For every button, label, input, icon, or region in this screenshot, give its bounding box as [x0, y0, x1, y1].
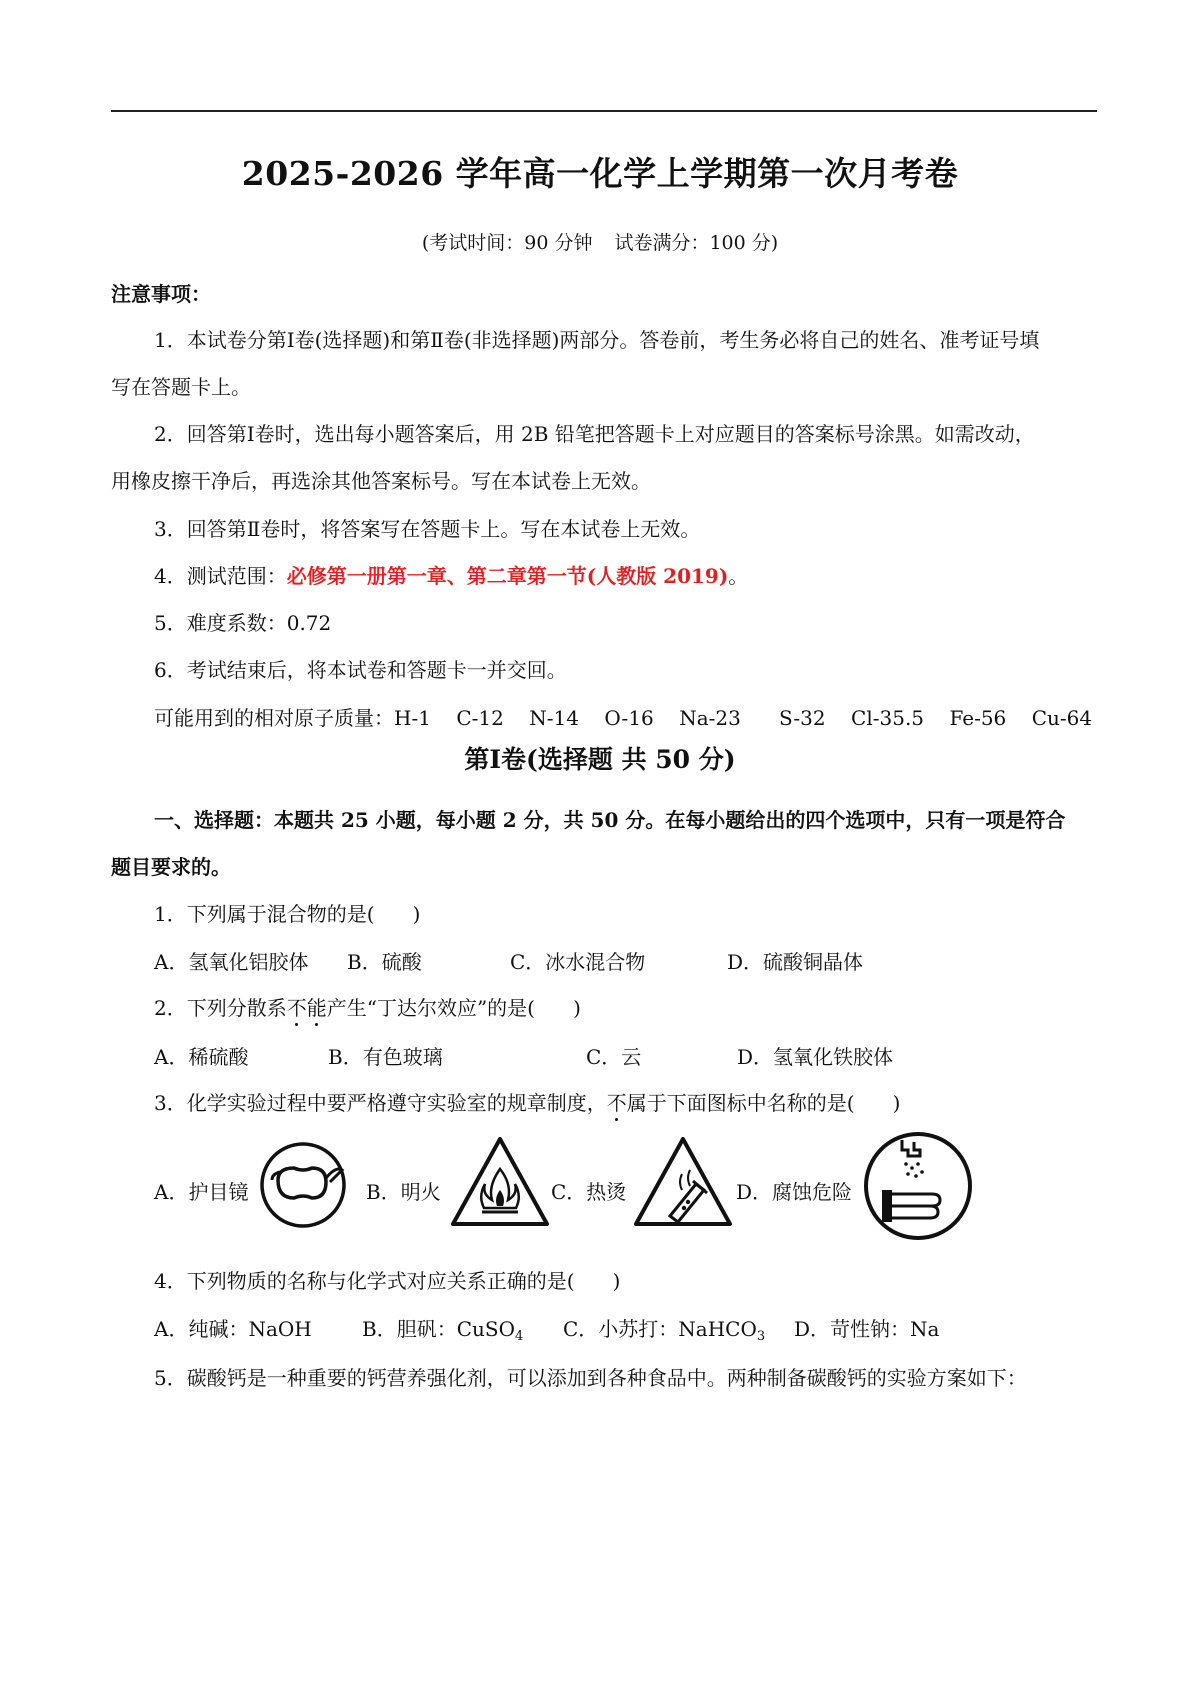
q4-option-d: D．苛性钠：Na — [794, 1317, 940, 1341]
q3-option-b: B．明火 — [366, 1180, 441, 1204]
q3-stem-post: 属于下面图标中名称的是( ) — [626, 1091, 901, 1115]
note-2-line-2: 用橡皮擦干净后，再选涂其他答案标号。写在本试卷上无效。 — [111, 469, 651, 493]
q2-option-c: C．云 — [586, 1045, 642, 1069]
note-2-line-1: 2．回答第Ⅰ卷时，选出每小题答案后，用 2B 铅笔把答题卡上对应题目的答案标号涂黑。如需改动， — [154, 422, 1035, 446]
q1-option-c: C．冰水混合物 — [510, 950, 646, 974]
hot-surface-icon — [630, 1134, 736, 1230]
q2-option-b: B．有色玻璃 — [328, 1045, 443, 1069]
note-6: 6．考试结束后，将本试卷和答题卡一并交回。 — [154, 658, 567, 682]
section-instruction-line-1 — [154, 804, 1065, 833]
exam-subtitle — [0, 228, 1200, 255]
q4-option-b-text: B．胆矾：CuSO — [362, 1317, 515, 1341]
exam-title: 2025-2026 学年高一化学上学期第一次月考卷 — [241, 154, 959, 193]
note-4 — [154, 560, 748, 589]
q4-option-c-subscript: 3 — [756, 1329, 766, 1344]
q3-option-a: A．护目镜 — [154, 1180, 249, 1204]
goggles-icon — [258, 1140, 348, 1230]
question-3-stem — [154, 1087, 900, 1116]
note-4-prefix: 4．测试范围： — [154, 564, 287, 588]
question-2-stem — [154, 992, 581, 1021]
note-3: 3．回答第Ⅱ卷时，将答案写在答题卡上。写在本试卷上无效。 — [154, 517, 701, 541]
q4-option-b-subscript: 4 — [514, 1329, 524, 1344]
note-1-line-2: 写在答题卡上。 — [111, 375, 251, 399]
q1-option-d: D．硫酸铜晶体 — [727, 950, 864, 974]
q3-option-d: D．腐蚀危险 — [736, 1180, 853, 1204]
note-4-suffix: 。 — [728, 564, 749, 588]
question-1-stem: 1．下列属于混合物的是( ) — [154, 902, 421, 926]
full-score: 试卷满分：100 分) — [614, 232, 779, 254]
question-4-stem: 4．下列物质的名称与化学式对应关系正确的是( ) — [154, 1269, 621, 1293]
q2-stem-pre: 2．下列分散系 — [154, 996, 287, 1020]
q3-stem-pre: 3．化学实验过程中要严格遵守实验室的规章制度， — [154, 1091, 607, 1115]
q2-emphasis-not: 不 — [287, 992, 307, 1021]
note-1-line-1: 1．本试卷分第Ⅰ卷(选择题)和第Ⅱ卷(非选择题)两部分。答卷前，考生务必将自己的姓名、准考证号填 — [154, 328, 1040, 352]
question-5-stem: 5．碳酸钙是一种重要的钙营养强化剂，可以添加到各种食品中。两种制备碳酸钙的实验方案如下： — [154, 1366, 1027, 1390]
open-flame-icon — [448, 1134, 552, 1230]
q4-option-b — [362, 1313, 523, 1344]
q2-option-d: D．氢氧化铁胶体 — [737, 1045, 894, 1069]
q1-option-b: B．硫酸 — [347, 950, 422, 974]
q2-stem-post: 产生“丁达尔效应”的是( ) — [326, 996, 581, 1020]
q2-option-a: A．稀硫酸 — [154, 1045, 249, 1069]
wash-hands-icon — [862, 1130, 974, 1242]
q2-emphasis-can: 能 — [307, 992, 327, 1021]
atomic-mass-list: 可能用到的相对原子质量：H-1 C-12 N-14 O-16 Na-23 S-32 Cl-35.5 Fe-56 Cu-64 — [154, 706, 1093, 730]
q4-option-a: A．纯碱：NaOH — [154, 1317, 312, 1341]
test-range: 必修第一册第一章、第二章第一节(人教版 2019) — [286, 564, 729, 588]
q4-option-c-text: C．小苏打：NaHCO — [563, 1317, 757, 1341]
exam-time: (考试时间：90 分钟 — [421, 232, 593, 254]
notes-heading: 注意事项： — [111, 282, 211, 306]
note-5: 5．难度系数：0.72 — [154, 611, 332, 635]
q1-option-a: A．氢氧化铝胶体 — [154, 950, 309, 974]
section-title: 第Ⅰ卷(选择题 共 50 分) — [464, 745, 736, 774]
q4-option-c — [563, 1313, 765, 1344]
top-rule — [111, 110, 1097, 112]
q3-emphasis-not: 不 — [607, 1087, 627, 1116]
instruction-text: 本题共 25 小题，每小题 2 分，共 50 分。在每小题给出的四个选项中，只有一项是符合 — [274, 808, 1066, 832]
q3-option-c: C．热烫 — [551, 1180, 627, 1204]
instruction-label: 一、选择题： — [154, 808, 274, 832]
section-instruction-line-2: 题目要求的。 — [111, 855, 231, 879]
